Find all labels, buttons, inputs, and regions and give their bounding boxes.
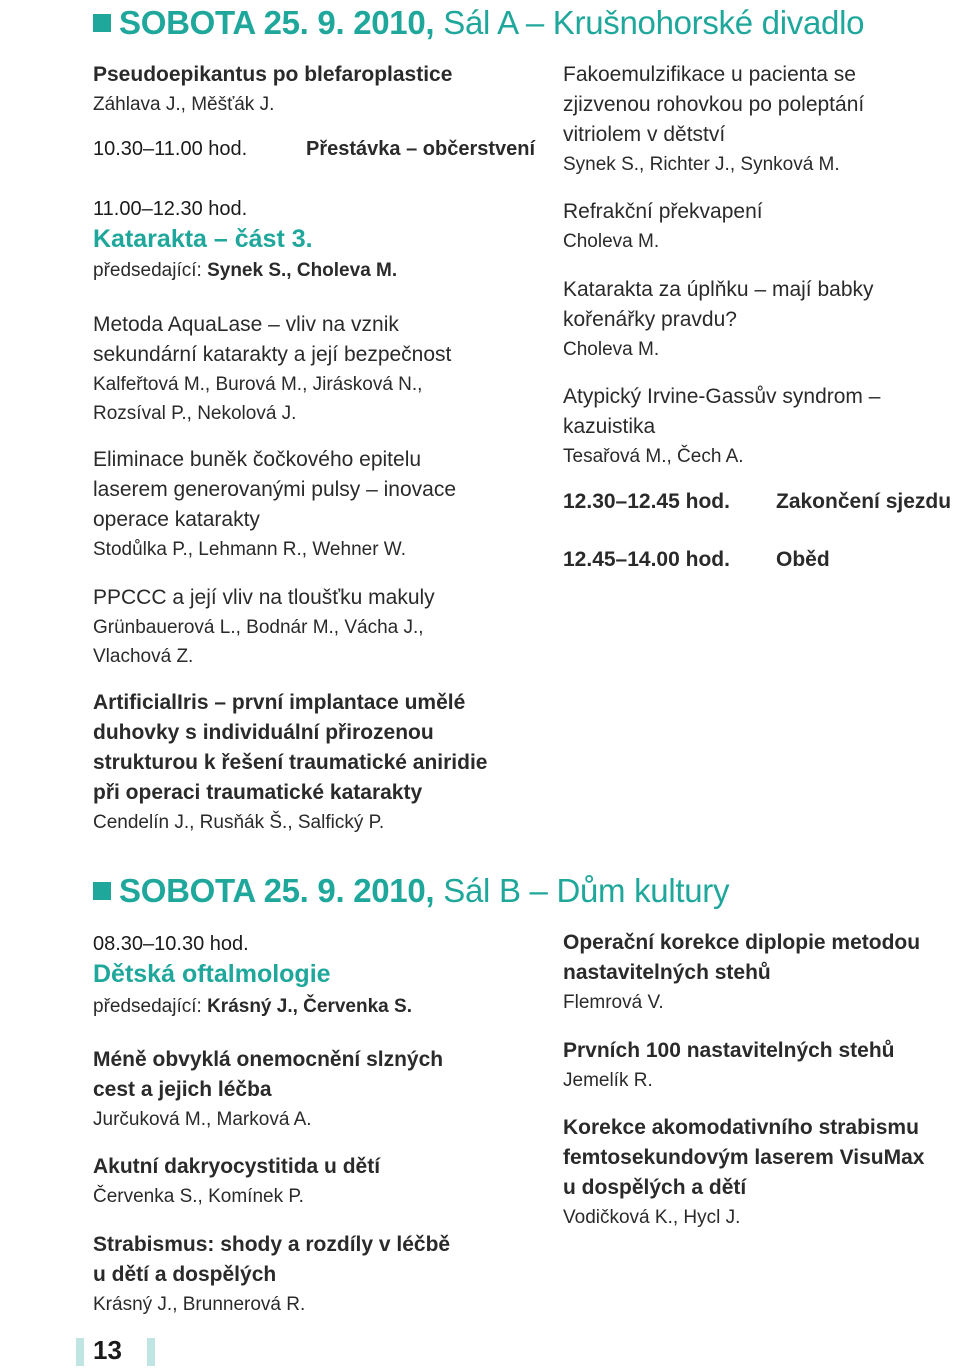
talk-title-line: operace katarakty: [93, 508, 260, 531]
talk-title: Pseudoepikantus po blefaroplastice: [93, 63, 453, 86]
chair-label: předsedající:: [93, 260, 202, 281]
talk-title-line: Metoda AquaLase – vliv na vznik: [93, 313, 399, 336]
talk-authors: Stodůlka P., Lehmann R., Wehner W.: [93, 539, 406, 560]
talk-title-line: u dětí a dospělých: [93, 1263, 277, 1286]
talk-100-stehu: [563, 1036, 958, 1095]
talk-title-line: Refrakční překvapení: [563, 200, 763, 223]
break-time: 10.30–11.00 hod.: [93, 138, 248, 160]
talk-title-line: Fakoemulzifikace u pacienta se: [563, 63, 856, 86]
chair-line: [93, 256, 397, 285]
talk-authors: Tesařová M., Čech A.: [563, 446, 744, 467]
section-b-venue: Sál B – Dům kultury: [443, 872, 730, 909]
talk-katarakta-uplnku: [563, 275, 958, 364]
talk-aqualase: [93, 310, 543, 428]
talk-title-line: Strabismus: shody a rozdíly v léčbě: [93, 1233, 451, 1256]
talk-title-line: sekundární katarakty a její bezpečnost: [93, 343, 452, 366]
talk-authors: Cendelín J., Rusňák Š., Salfický P.: [93, 812, 385, 833]
talk-strabismus: [93, 1230, 543, 1319]
talk-irvine-gass: [563, 382, 958, 471]
section-a-venue: Sál A – Krušnohorské divadlo: [443, 4, 865, 41]
talk-visumax: [563, 1113, 958, 1232]
talk-authors: Červenka S., Komínek P.: [93, 1186, 304, 1207]
talk-authors: Choleva M.: [563, 231, 660, 252]
talk-authors: Synek S., Richter J., Synková M.: [563, 154, 840, 175]
talk-diplopie: [563, 928, 958, 1017]
talk-title-line: u dospělých a dětí: [563, 1176, 747, 1199]
talk-refrakcni: [563, 197, 958, 256]
block-time: 08.30–10.30 hod.: [93, 933, 249, 955]
chair-names: Synek S., Choleva M.: [207, 260, 398, 281]
talk-authors: Jurčuková M., Marková A.: [93, 1109, 312, 1130]
talk-title-line: Eliminace buněk čočkového epitelu: [93, 448, 422, 471]
talk-authors: Krásný J., Brunnerová R.: [93, 1294, 306, 1315]
block-title: Dětská oftalmologie: [93, 960, 331, 988]
talk-title-line: kořenářky pravdu?: [563, 308, 737, 331]
talk-title-line: Korekce akomodativního strabismu: [563, 1116, 919, 1139]
talk-title-line: kazuistika: [563, 415, 656, 438]
section-b-date: SOBOTA 25. 9. 2010,: [119, 872, 435, 909]
talk-title-line: cest a jejich léčba: [93, 1078, 272, 1101]
talk-title-line: nastavitelných stehů: [563, 961, 771, 984]
section-a-date: SOBOTA 25. 9. 2010,: [119, 4, 435, 41]
section-b-header: [93, 872, 729, 910]
talk-title-line: Katarakta za úplňku – mají babky: [563, 278, 874, 301]
section-marker-square: [93, 14, 111, 32]
page-number: 13: [93, 1335, 122, 1365]
chair-label: předsedající:: [93, 996, 202, 1017]
talk-title-line: Méně obvyklá onemocnění slzných: [93, 1048, 444, 1071]
talk-title-line: ArtificialIris – první implantace umělé: [93, 691, 466, 714]
talk-title-line: femtosekundovým laserem VisuMax: [563, 1146, 925, 1169]
page-number-bar-right: [147, 1338, 155, 1366]
talk-title-line: vitriolem v dětství: [563, 123, 726, 146]
talk-authors: Kalfeřtová M., Burová M., Jirásková N.,: [93, 374, 423, 395]
section-a-left-column: [93, 60, 543, 119]
talk-fakoemulzifikace: [563, 60, 958, 179]
chair-line: [93, 992, 412, 1021]
talk-authors: Rozsíval P., Nekolová J.: [93, 403, 297, 424]
talk-authors: Vlachová Z.: [93, 646, 194, 667]
talk-authors: Choleva M.: [563, 339, 660, 360]
talk-title-line: Prvních 100 nastavitelných stehů: [563, 1039, 895, 1062]
talk-title-line: zjizvenou rohovkou po poleptání: [563, 93, 865, 116]
section-marker-square: [93, 882, 111, 900]
section-a-header: [93, 4, 864, 42]
talk-authors: Flemrová V.: [563, 992, 664, 1013]
talk-title-line: PPCCC a její vliv na tloušťku makuly: [93, 586, 435, 609]
chair-names: Krásný J., Červenka S.: [207, 996, 412, 1017]
closing-label: Zakončení sjezdu: [776, 490, 952, 513]
talk-title-line: laserem generovanými pulsy – inovace: [93, 478, 457, 501]
talk-title-line: strukturou k řešení traumatické aniridie: [93, 751, 488, 774]
talk-ppccc: [93, 583, 543, 671]
lunch-label: Oběd: [776, 548, 830, 571]
talk-eliminace: [93, 445, 543, 564]
talk-title-line: Akutní dakryocystitida u dětí: [93, 1155, 381, 1178]
break-label: Přestávka – občerstvení: [306, 138, 536, 160]
block-time: 11.00–12.30 hod.: [93, 198, 248, 220]
talk-authors: Vodičková K., Hycl J.: [563, 1207, 741, 1228]
block-title: Katarakta – část 3.: [93, 225, 313, 253]
talk-authors: Záhlava J., Měšťák J.: [93, 94, 275, 115]
talk-dakryocystitida: [93, 1152, 543, 1211]
talk-slzne-cesty: [93, 1045, 543, 1134]
talk-authors: Jemelík R.: [563, 1070, 653, 1091]
talk-authors: Grünbauerová L., Bodnár M., Vácha J.,: [93, 617, 424, 638]
talk-title-line: duhovky s individuální přirozenou: [93, 721, 434, 744]
talk-title-line: Atypický Irvine-Gassův syndrom –: [563, 385, 881, 408]
closing-time: 12.30–12.45 hod.: [563, 490, 730, 513]
lunch-time: 12.45–14.00 hod.: [563, 548, 730, 571]
talk-artificialiris: [93, 688, 543, 837]
page-number-bar-left: [76, 1338, 84, 1366]
talk-title-line: při operaci traumatické katarakty: [93, 781, 423, 804]
talk-title-line: Operační korekce diplopie metodou: [563, 931, 921, 954]
